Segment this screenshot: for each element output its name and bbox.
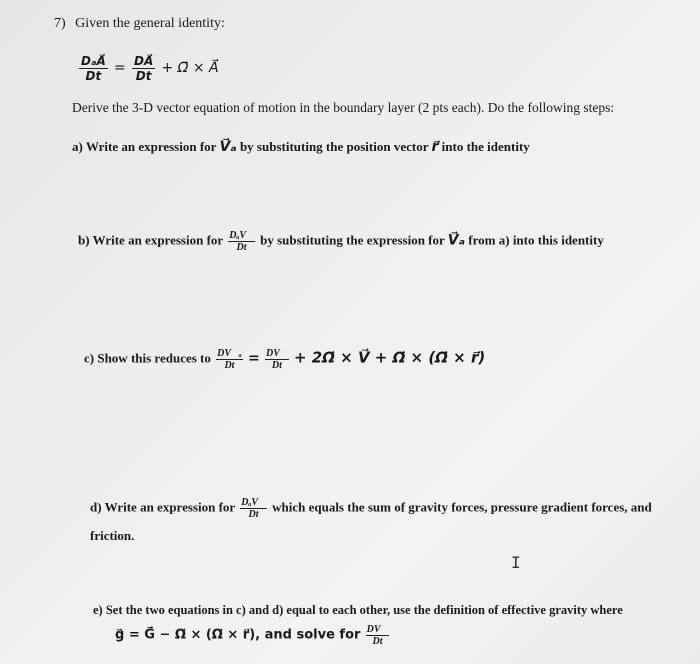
part-e-fraction — [366, 624, 390, 647]
part-d — [90, 497, 652, 520]
part-b-frac-den: Dt — [236, 242, 247, 253]
identity-lhs-denominator: Dt — [85, 69, 102, 84]
part-c-equals: = — [248, 350, 260, 367]
part-c-frac1-den: Dt — [224, 360, 235, 371]
part-c-tail: + 2Ω⃗ × V⃗ + Ω⃗ × (Ω⃗ × r⃗) — [293, 348, 486, 367]
part-e-frac-den: Dt — [372, 636, 383, 647]
problem-title: Given the general identity: — [75, 16, 225, 31]
part-a-middle: by substituting the position vector — [239, 139, 429, 154]
part-e-line2 — [115, 624, 391, 647]
part-c-fraction-2 — [265, 348, 289, 371]
part-b-frac-num: DₐV⃗ — [229, 230, 254, 241]
part-d-suffix: which equals the sum of gravity forces, pressure gradient forces, and — [272, 499, 652, 515]
part-c — [84, 348, 485, 371]
text-cursor-icon: I — [511, 553, 521, 572]
part-d-frac-den: Dt — [248, 509, 259, 520]
part-d-frac-num: DₐV⃗ — [241, 497, 266, 508]
part-c-prefix: c) Show this reduces to — [84, 350, 211, 366]
part-d-fraction — [240, 497, 267, 520]
part-a-symbol2: r⃗ — [431, 139, 439, 155]
part-a — [72, 139, 530, 155]
part-b-fraction — [228, 230, 255, 253]
identity-equals: = — [114, 59, 126, 76]
identity-lhs-fraction — [79, 54, 108, 84]
identity-rhs-tail: + Ω⃗ × A⃗ — [161, 59, 219, 76]
identity-rhs-numerator: DA⃗ — [133, 54, 154, 68]
identity-rhs-denominator: Dt — [135, 69, 152, 84]
part-b — [78, 230, 604, 253]
part-d-line2: friction. — [90, 528, 135, 543]
part-c-frac2-den: Dt — [271, 360, 282, 371]
part-e-frac-num: DV⃗ — [366, 624, 389, 635]
identity-lhs-numerator: DₐA⃗ — [81, 54, 106, 68]
part-a-symbol: V⃗ₐ — [219, 139, 237, 155]
part-d-prefix: d) Write an expression for — [90, 499, 235, 515]
part-c-fraction-1 — [216, 348, 243, 371]
instructions: Derive the 3-D vector equation of motion in the boundary layer (2 pts each). Do the following steps: — [72, 100, 615, 115]
part-b-prefix: b) Write an expression for — [78, 232, 223, 248]
identity-rhs-fraction — [132, 54, 155, 84]
part-a-suffix: into the identity — [441, 139, 530, 154]
part-c-frac1-num: DV⃗ₐ — [217, 348, 242, 359]
part-b-suffix: from a) into this identity — [468, 232, 604, 248]
problem-number-title — [54, 16, 225, 32]
part-c-frac2-num: DV⃗ — [266, 348, 288, 359]
part-a-prefix: a) Write an expression for — [72, 139, 217, 154]
part-e-equation: g⃗ = G⃗ − Ω⃗ × (Ω⃗ × r⃗), and solve for — [115, 627, 361, 643]
part-e-line1: e) Set the two equations in c) and d) equal to each other, use the definition of effective gravity where — [93, 603, 623, 617]
problem-number: 7) — [54, 16, 66, 31]
part-b-middle: by substituting the expression for — [260, 232, 445, 248]
identity-equation — [76, 54, 219, 84]
part-b-symbol: V⃗ₐ — [447, 232, 466, 249]
